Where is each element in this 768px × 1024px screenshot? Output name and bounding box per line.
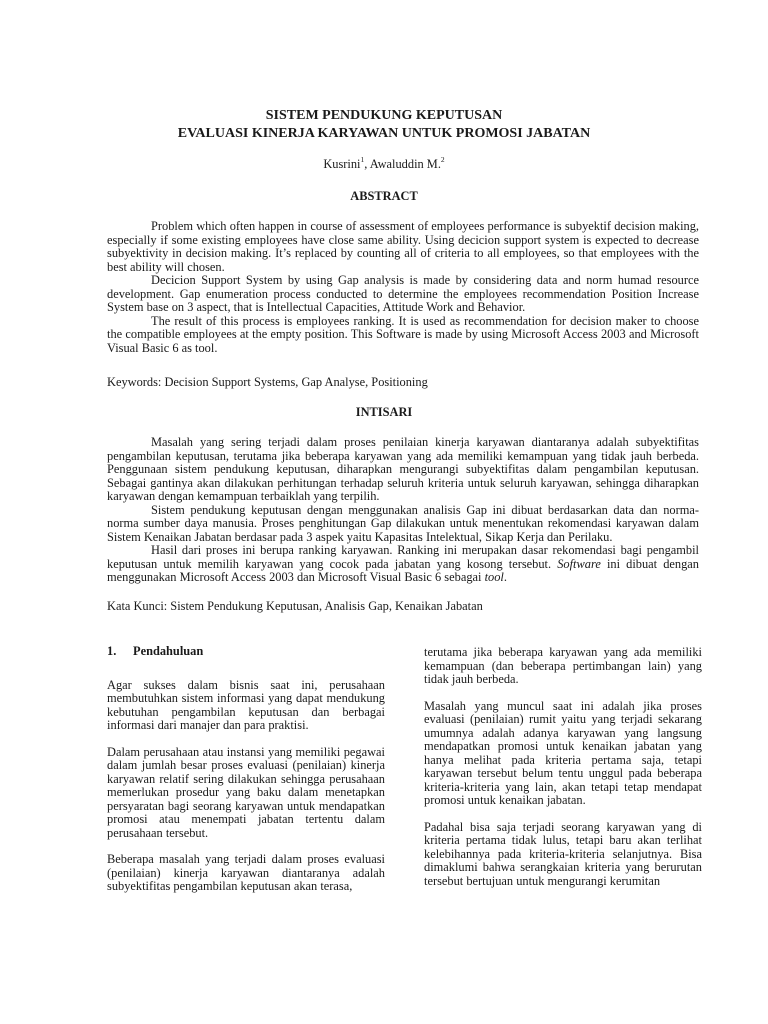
body-paragraph: Masalah yang muncul saat ini adalah jika proses evaluasi (penilaian) rumit yaitu yang terjadi sekarang umumnya adalah adanya karyawan yang langsung mendapatkan promosi untuk kenaikan jabatan yang hanya melihat pada kriteria pertama saja, tetapi karyawan tersebut belum tentu unggul pada beberapa kriteria-kriteria yang lain, akan tetapi tetap mendapat promosi untuk kenaikan jabatan. [424,698,702,807]
intisari-body [107,436,699,585]
intisari-paragraph-3: Hasil dari proses ini berupa ranking karyawan. Ranking ini merupakan dasar rekomendasi bagi pengambil keputusan untuk memilih karyawan yang cocok pada jabatan yang kosong tersebut. Software ini dibuat dengan menggunakan Microsoft Access 2003 dan Microsoft Visual Basic 6 sebagai tool. [107,543,699,584]
body-paragraph: Agar sukses dalam bisnis saat ini, perusahaan membutuhkan sistem informasi yang dapat mendukung kebutuhan pengambilan keputusan dan berbagai informasi dari manajer dan para praktisi. [107,677,385,732]
title-line-1: SISTEM PENDUKUNG KEPUTUSAN [265,108,503,123]
body-column-left [107,645,385,907]
italic-software: Software [557,556,601,571]
body-paragraph: terutama jika beberapa karyawan yang ada memiliki kemampuan (dan beberapa pertimbangan lain) yang tidak jauh berbeda. [424,645,702,686]
author-list [0,155,768,172]
abstract-paragraph: The result of this process is employees ranking. It is used as recommendation for decision maker to choose the compatible employees at the empty position. This Software is made by using Microsoft Access 2003 and Microsoft Visual Basic 6 as tool. [107,313,699,355]
author-separator: , [364,157,370,171]
abstract-paragraph: Decicion Support System by using Gap analysis is made by considering data and norm humad resource development. Gap enumeration process conducted to determine the employees recommendation Position Increase System base on 3 aspect, that is Intellectual Capacities, Attitude Work and Behavior. [107,273,699,314]
abstract-keywords: Keywords: Decision Support Systems, Gap Analyse, Positioning [107,375,428,389]
abstract-body [107,220,699,355]
intisari-heading: INTISARI [355,405,413,419]
italic-tool: tool [484,570,504,584]
intisari-paragraph-2: Sistem pendukung keputusan dengan menggunakan analisis Gap ini dibuat berdasarkan data dan norma-norma sumber daya manusia. Proses penghitungan Gap dilakukan untuk menentukan rekomendasi karyawan dalam Sistem Kenaikan Jabatan berdasar pada 3 aspek yaitu Kapasitas Intelektual, Sikap Kerja dan Perilaku. [107,502,699,544]
author-1-affiliation: 1 [360,155,365,164]
abstract-paragraph: Problem which often happen in course of assessment of employees performance is subyektif decision making, especially if some existing employees have close same ability. Using decicion support system is expected to decrease subyektivity in decision making. It’s replaced by counting all of criteria to all employees, so that employees with the best ability will chosen. [107,219,699,274]
section-title: Pendahuluan [133,644,204,658]
body-paragraph: Beberapa masalah yang terjadi dalam proses evaluasi (penilaian) kinerja karyawan diantaranya adalah subyektifitas pengambilan keputusan akan terasa, [107,852,385,893]
body-paragraph: Padahal bisa saja terjadi seorang karyawan yang di kriteria pertama tidak lulus, tetapi baru akan terlihat kelebihannya pada kriteria-kriteria selanjutnya. Bisa dimaklumi bahwa serangkaian kriteria yang berurutan tersebut bertujuan untuk mengurangi kerumitan [424,819,702,888]
paper-title [0,107,768,143]
intisari-keywords: Kata Kunci: Sistem Pendukung Keputusan, Analisis Gap, Kenaikan Jabatan [107,599,483,613]
author-1: Kusrini [323,157,361,171]
section-heading-pendahuluan [107,645,385,659]
title-line-2: EVALUASI KINERJA KARYAWAN UNTUK PROMOSI JABATAN [177,126,591,141]
author-2-affiliation: 2 [440,155,445,164]
body-column-right [424,646,702,901]
author-2: Awaluddin M. [369,157,441,171]
intisari-paragraph-1: Masalah yang sering terjadi dalam proses penilaian kinerja karyawan diantaranya adalah subyektifitas pengambilan keputusan, terutama jika beberapa karyawan yang ada memiliki kemampuan yang tidak jauh berbeda. Penggunaan sistem pendukung keputusan, diharapkan mengurangi subyektifitas dalam pengambilan keputusan. Sebagai gantinya akan dilakukan perhitungan terhadap seluruh kriteria untuk seluruh karyawan, sehingga diharapkan karyawan dengan kemampuan terbaiklah yang terpilih. [107,435,699,503]
section-number: 1. [107,644,117,658]
abstract-heading: ABSTRACT [350,189,418,203]
body-paragraph: Dalam perusahaan atau instansi yang memiliki pegawai dalam jumlah besar proses evaluasi (penilaian) kinerja karyawan relatif sering dilakukan sehingga perusahaan memerlukan prosedur yang baku dalam menetapkan persyaratan bagi seorang karyawan untuk mendapatkan promosi atau menempati jabatan tertentu dalam perusahaan tersebut. [107,744,385,840]
